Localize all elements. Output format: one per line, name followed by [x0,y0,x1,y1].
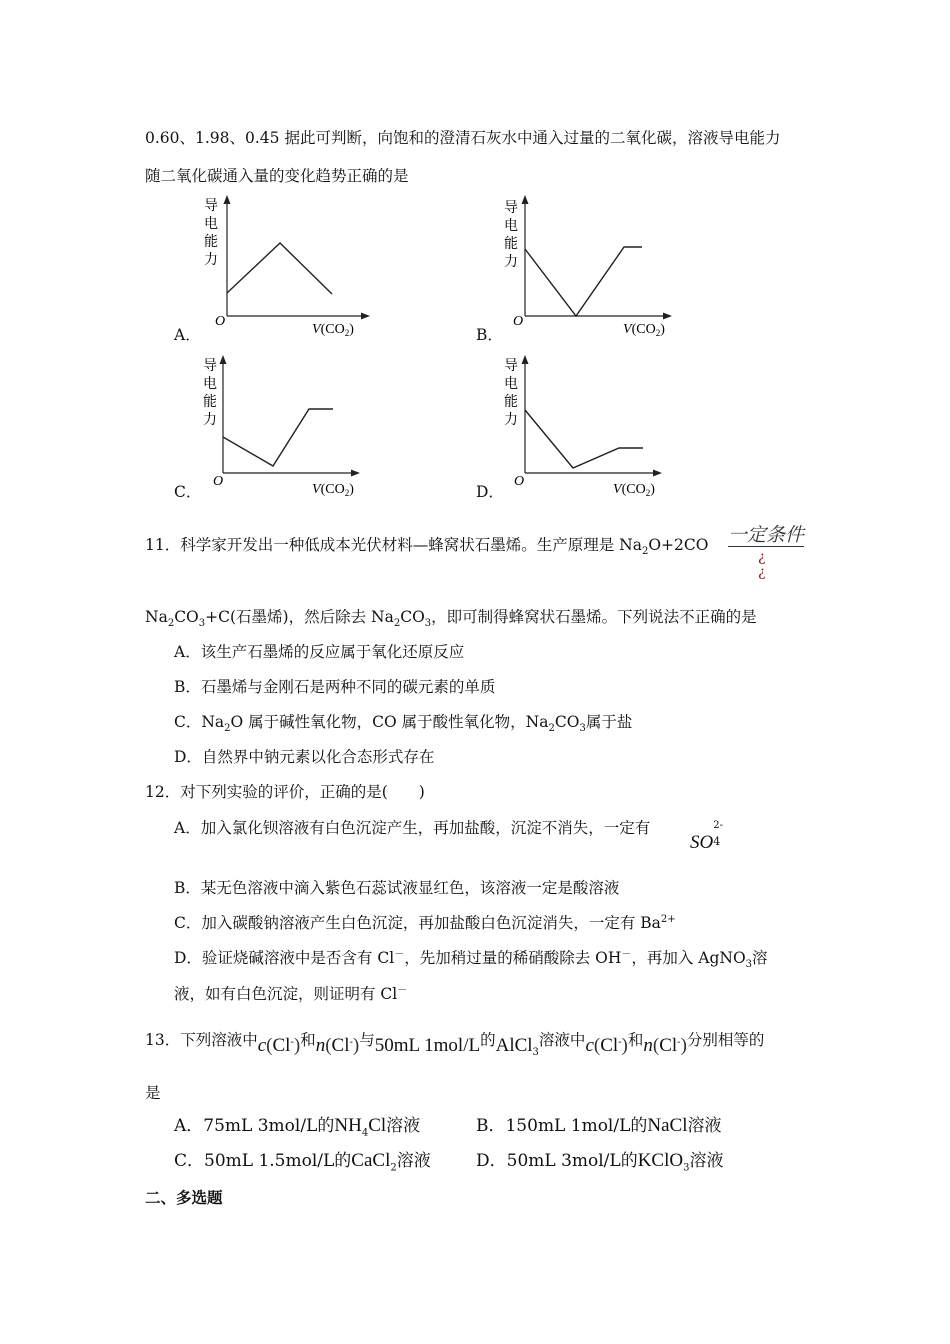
y-label-char: 能 [504,394,518,410]
origin-label: O [215,314,226,329]
q13-stem-line2: 是 [145,1084,161,1102]
x-axis-arrow [663,313,672,320]
q13-option-d: D．50mL 3mol/L的KClO$_3$溶液 [476,1150,724,1174]
q11-option-d: D．自然界中钠元素以化合态形式存在 [174,748,435,766]
graph-c [195,350,385,500]
sulfate-ion: SO 2- 4 [690,820,723,853]
y-label-char: 导 [204,198,218,214]
x-axis-arrow [351,470,360,477]
y-label-char: 导 [504,200,518,216]
y-label-char: 导 [504,358,518,374]
y-label-char: 能 [504,236,518,252]
graph-b-line [525,247,642,316]
intro-line-1: 0.60、1.98、0.45 据此可判断，向饱和的澄清石灰水中通入过量的二氧化碳，溶液导电能力 [145,129,781,147]
intro-line-2: 随二氧化碳通入量的变化趋势正确的是 [145,167,409,185]
q11-artifact: ¿ [758,564,766,580]
q11-option-a: A．该生产石墨烯的反应属于氧化还原反应 [174,643,465,661]
y-label-char: 导 [203,358,217,374]
q13-option-b: B．150mL 1mol/L的NaCl溶液 [476,1115,722,1136]
graph-b [495,192,685,342]
y-axis-arrow [522,355,529,364]
section-heading: 二、多选题 [145,1188,223,1207]
q12-stem: 12．对下列实验的评价，正确的是( ) [145,783,425,801]
x-axis-label: $V(CO_2)$ [613,482,655,498]
graph-d-line [525,410,643,468]
graph-a [195,192,385,342]
graph-d-letter: D． [476,483,504,501]
graph-a-line [227,243,332,294]
q11-line2: $Na_2CO_3+C$(石墨烯)，然后除去 $Na_2CO_3$，即可制得蜂窝状石墨烯。下列说法不正确的是 [145,608,757,630]
q12-option-c: C．加入碳酸钠溶液产生白色沉淀，再加盐酸白色沉淀消失，一定有 $Ba^{2+}$ [174,913,676,932]
y-label-char: 力 [204,252,218,268]
graph-b-letter: B． [476,326,503,344]
y-axis-arrow [522,195,529,204]
y-label-char: 电 [504,218,518,234]
q11-option-c: C．$Na_2O$ 属于碱性氧化物，CO 属于酸性氧化物，$Na_2CO_3$属于盐 [174,713,633,735]
graph-d [495,350,685,500]
x-axis-label: $V(CO_2)$ [312,322,354,338]
y-axis-arrow [224,195,231,204]
y-label-char: 力 [203,412,217,428]
y-label-char: 能 [204,234,218,250]
q13-option-c: C．50mL 1.5mol/L的CaCl$_2$溶液 [174,1150,431,1174]
q12-option-b: B．某无色溶液中滴入紫色石蕊试液显红色，该溶液一定是酸溶液 [174,879,620,897]
q13-option-a: A．75mL 3mol/L的$NH_4Cl$溶液 [174,1115,421,1139]
y-label-char: 力 [504,412,518,428]
x-axis-label: $V(CO_2)$ [623,322,665,338]
q11-condition: 一定条件 [728,524,805,546]
y-label-char: 电 [204,216,218,232]
q12-option-d-line2: 液，如有白色沉淀，则证明有 Cl－ [174,984,408,1003]
y-label-char: 电 [203,376,217,392]
x-axis-arrow [653,470,662,477]
q11-option-b: B．石墨烯与金刚石是两种不同的碳元素的单质 [174,678,496,696]
graph-c-line [223,409,333,466]
graph-a-letter: A． [174,326,201,344]
q11-stem: 11．科学家开发出一种低成本光伏材料—蜂窝状石墨烯。生产原理是 $Na_2O+2CO$ [145,536,709,558]
x-axis-label: $V(CO_2)$ [312,482,354,498]
origin-label: O [513,314,524,329]
graph-c-letter: C． [174,483,202,501]
q12-option-a: A．加入氯化钡溶液有白色沉淀产生，再加盐酸，沉淀不消失，一定有 [174,819,651,837]
q13-stem: 13．下列溶液中c(Cl-)和n(Cl-)与50mL 1mol/L的AlCl$_3$溶液中c(Cl-)和n(Cl-)分别相等的 [145,1031,765,1059]
y-label-char: 力 [504,254,518,270]
origin-label: O [514,474,525,489]
y-label-char: 能 [203,394,217,410]
x-axis-arrow [361,313,370,320]
q11-artifact: ¿ [758,549,766,565]
y-label-char: 电 [504,376,518,392]
origin-label: O [213,474,224,489]
q12-option-d-line1: D．验证烧碱溶液中是否含有 Cl－，先加稍过量的稀硝酸除去 OH－，再加入 AgNO$_3$溶 [174,948,768,971]
y-axis-arrow [220,355,227,364]
